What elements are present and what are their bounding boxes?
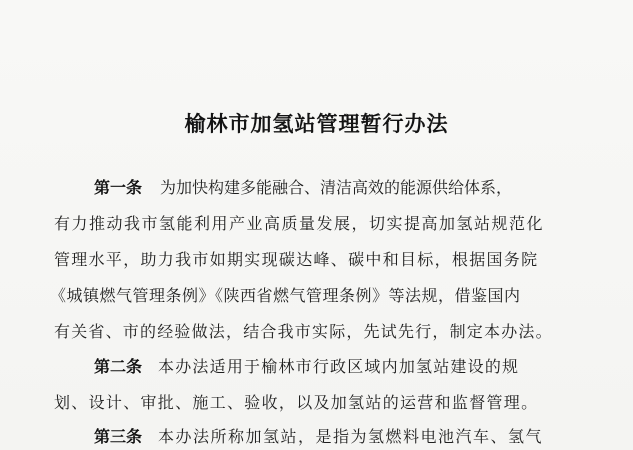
article-3-first-line: [94, 427, 543, 447]
article-1-text-line-3: 管理水平，助力我市如期实现碳达峰、碳中和目标，根据国务院: [54, 250, 539, 269]
article-1-text-line-4: 《城镇燃气管理条例》《陕西省燃气管理条例》等法规，借鉴国内: [50, 286, 521, 305]
article-1-text-line-5: 有关省、市的经验做法，结合我市实际，先试先行，制定本办法。: [54, 322, 553, 341]
article-1-text-line-2: 有力推动我市氢能利用产业高质量发展，切实提高加氢站规范化: [54, 214, 545, 233]
article-1-text-line-1: 为加快构建多能融合、清洁高效的能源供给体系，: [160, 178, 513, 197]
article-2-first-line: [94, 357, 519, 377]
article-1-first-line: [94, 178, 512, 198]
article-2-label: 第二条: [94, 357, 143, 376]
article-2-text-line-2: 划、设计、审批、施工、验收，以及加氢站的运营和监督管理。: [54, 393, 539, 412]
article-1-label: 第一条: [94, 178, 143, 197]
article-3-text-line-1: 本办法所称加氢站，是指为氢燃料电池汽车、氢气: [158, 427, 544, 446]
article-2-text-line-1: 本办法适用于榆林市行政区域内加氢站建设的规: [158, 357, 520, 376]
document-title: 榆林市加氢站管理暂行办法: [184, 111, 449, 136]
article-3-label: 第三条: [94, 427, 143, 446]
